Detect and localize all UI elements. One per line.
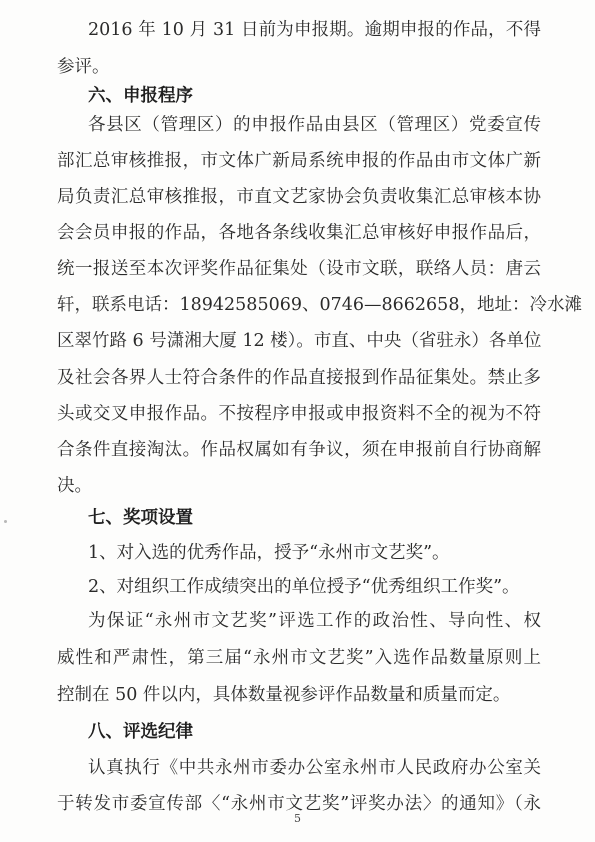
section-heading-6: 六、申报程序 (88, 86, 193, 106)
page-number: 5 (294, 812, 301, 825)
text-line: 会会员申报的作品，各地各条线收集汇总审核好申报作品后， (57, 223, 541, 243)
text-line: 于转发市委宣传部〈“永州市文艺奖”评奖办法〉的通知》（永 (57, 794, 541, 814)
text-line: 统一报送至本次评奖作品征集处（设市文联，联络人员：唐云 (57, 259, 541, 279)
text-line: 威性和严肃性，第三届“永州市文艺奖”入选作品数量原则上 (57, 648, 541, 668)
text-line: 区翠竹路 6 号潇湘大厦 12 楼）。市直、中央（省驻永）各单位 (57, 331, 542, 351)
text-line: 1、对入选的优秀作品，授予“永州市文艺奖”。 (88, 543, 450, 563)
section-heading-7: 七、奖项设置 (88, 508, 193, 528)
text-line: 各县区（管理区）的申报作品由县区（管理区）党委宣传 (88, 115, 541, 135)
text-line: 认真执行《中共永州市委办公室永州市人民政府办公室关 (88, 758, 541, 778)
section-heading-8: 八、评选纪律 (88, 722, 193, 742)
text-line: 决。 (57, 476, 92, 496)
text-line: 部汇总审核推报，市文体广新局系统申报的作品由市文体广新 (57, 151, 541, 171)
text-line: 局负责汇总审核推报，市直文艺家协会负责收集汇总审核本协 (57, 187, 541, 207)
text-line: 合条件直接淘汰。作品权属如有争议，须在申报前自行协商解 (57, 440, 541, 460)
text-line: 2、对组织工作成绩突出的单位授予“优秀组织工作奖”。 (88, 577, 520, 597)
text-line: 控制在 50 件以内，具体数量视参评作品数量和质量而定。 (57, 685, 511, 705)
text-line: 参评。 (57, 57, 110, 77)
text-line: 及社会各界人士符合条件的作品直接报到作品征集处。禁止多 (57, 368, 541, 388)
scan-speck (4, 520, 7, 523)
text-line: 为保证“永州市文艺奖”评选工作的政治性、导向性、权 (88, 611, 541, 631)
text-line: 头或交叉申报作品。不按程序申报或申报资料不全的视为不符 (57, 404, 541, 424)
text-line: 轩，联系电话：18942585069、0746—8662658，地址：冷水滩 (57, 295, 582, 315)
text-line: 2016 年 10 月 31 日前为申报期。逾期申报的作品，不得 (88, 20, 541, 40)
